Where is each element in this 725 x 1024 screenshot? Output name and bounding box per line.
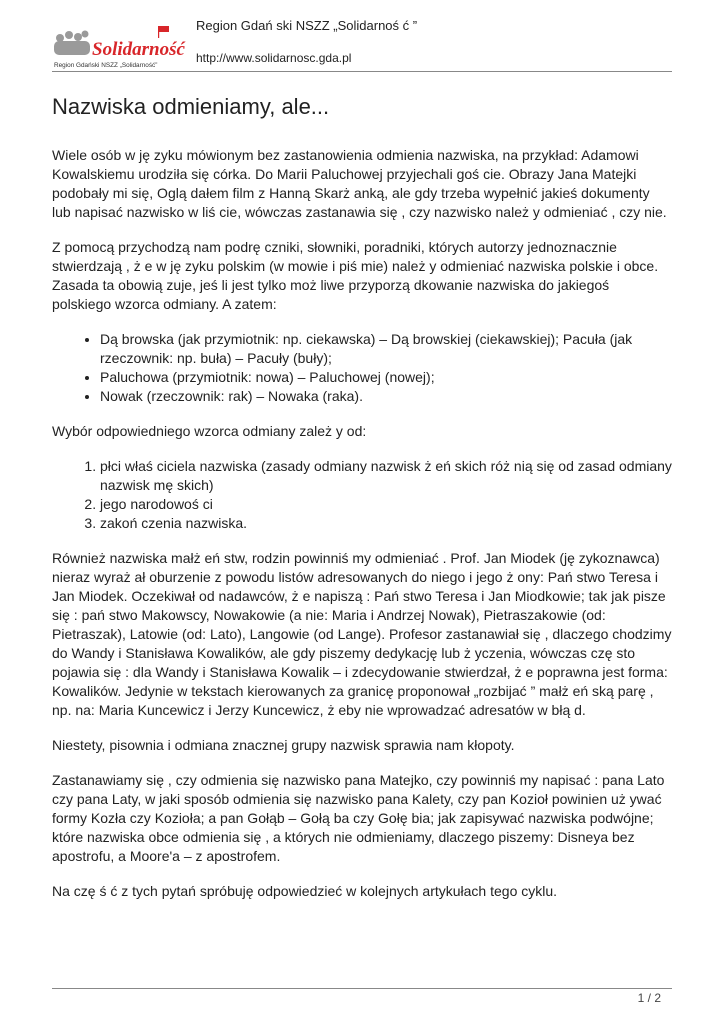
list-item: 3. zakoń czenia nazwiska. [100,514,672,533]
header-divider [52,71,672,72]
article-body [52,94,672,917]
header-region-title: Region Gdań ski NSZZ „Solidarnoś ć ” [196,18,418,33]
page-number: 1 / 2 [637,991,661,1005]
article-title: Nazwiska odmieniamy, ale... [52,94,330,119]
criteria-numbered-list [52,457,672,533]
footer-divider [52,988,672,989]
list-item: • Nowak (rzeczownik: rak) – Nowaka (raka). [100,387,672,406]
page-header [52,14,672,72]
paragraph-problems: Niestety, pisownia i odmiana znacznej grupy nazwisk sprawia nam kłopoty. [52,737,515,753]
list-item: 1. płci właś ciciela nazwiska (zasady odmiany nazwisk ż eń skich róż nią się od zasad odmiany nazwisk mę skich) [100,457,672,495]
paragraph-rules: Z pomocą przychodzą nam podrę czniki, słowniki, poradniki, których autorzy jednoznacznie stwierdzają , ż e w ję zyku polskim (w mowie i piś mie) należ y odmieniać nazwiska polskie i obce. Zasada ta obowią zuje, jeś li jest tylko moż liwe przyporzą dkowanie nazwiska do jakiegoś polskiego wzorca odmiany. A zatem: [52,239,659,312]
list-item: • Dą browska (jak przymiotnik: np. ciekawska) – Dą browskiej (ciekawskiej); Pacuła (jak rzeczownik: np. buła) – Pacuły (buły); [100,330,672,368]
paragraph-depends: Wybór odpowiedniego wzorca odmiany zależ y od: [52,423,367,439]
list-item: 2. jego narodowoś ci [100,495,672,514]
paragraph-intro: Wiele osób w ję zyku mówionym bez zastanowienia odmienia nazwiska, na przykład: Adamowi Kowalskiemu urodziła się córka. Do Marii Paluchowej przyjechali goś cie. Obrazy Jana Matejki podobały mi się, Oglą dałem film z Hanną Skarż anką, ale gdy trzeba wypełnić jakieś dokumenty lub napisać nazwisko w liś cie, wówczas zastanawia się , czy nazwisko należ y odmieniać , czy nie. [52,147,667,220]
logo-wordmark: Solidarność [92,39,185,60]
header-url-link[interactable]: http://www.solidarnosc.gda.pl [196,51,352,65]
paragraph-questions: Zastanawiamy się , czy odmienia się nazwisko pana Matejko, czy powinniś my napisać : pana Lato czy pana Laty, w jaki sposób odmienia się nazwisko pana Kalety, czy pan Kozioł powinien uż ywać formy Kozła czy Kozioła; a pan Gołąb – Gołą ba czy Gołę bia; jak zapisywać nazwiska podwójne; które nazwiska obce odmienia się , a których nie odmieniamy, dlaczego piszemy: Disneya bez apostrofu, a Moore'a – z apostrofem. [52,772,665,864]
paragraph-marriages: Również nazwiska małż eń stw, rodzin powinniś my odmieniać . Prof. Jan Miodek (ję zykoznawca) nieraz wyraż ał oburzenie z powodu listów adresowanych do niego i jego ż ony: Pań stwo Teresa i Jan Miodek. Oczekiwał od nadawców, ż e napiszą : Pań stwo Teresa i Jan Miodkowie; tak jak pisze się : pań stwo Makowscy, Nowakowie (a nie: Maria i Andrzej Nowak), Pietraszakowie (od: Pietraszak), Latowie (od: Lato), Langowie (od Lange). Profesor zastanawiał się , dlaczego chodzimy do Wandy i Stanisława Kowalików, ale gdy piszemy dedykację lub ż yczenia, wówczas czę sto pojawia się : dla Wandy i Stanisława Kowalik – i zdecydowanie stwierdzał, ż e poprawna jest forma: Kowalików. Jedynie w tekstach kierowanych za granicę proponował „rozbijać ” małż eń ską parę , np. na: Maria Kuncewicz i Jerzy Kuncewicz, ż eby nie wprowadzać adresatów w błą d. [52,550,672,718]
list-item: • Paluchowa (przymiotnik: nowa) – Paluchowej (nowej); [100,368,672,387]
solidarnosc-logo [52,24,186,70]
paragraph-closing: Na czę ś ć z tych pytań spróbuję odpowiedzieć w kolejnych artykułach tego cyklu. [52,883,558,899]
example-bullet-list [52,330,672,406]
logo-subtitle: Region Gdański NSZZ „Solidarność” [54,62,158,69]
